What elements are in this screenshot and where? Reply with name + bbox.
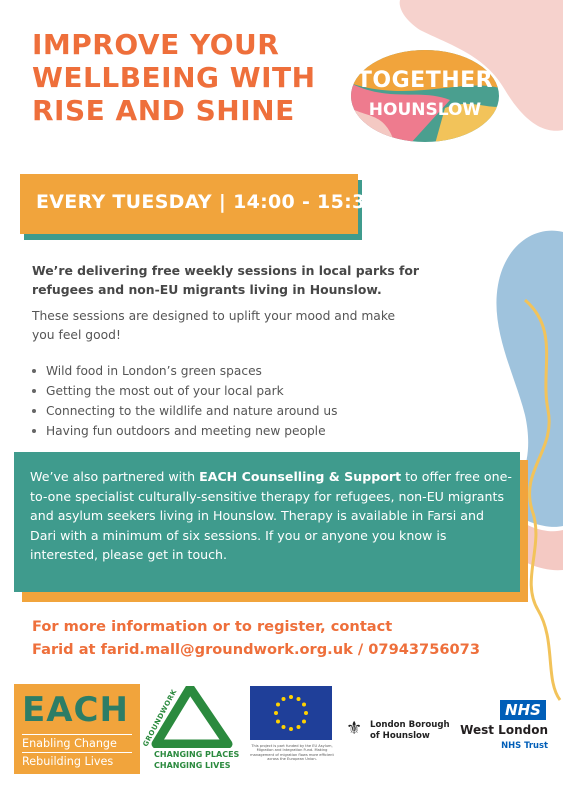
crest-icon: ⚜ — [346, 718, 363, 739]
list-item: Connecting to the wildlife and nature around us — [30, 401, 337, 421]
groundwork-wordmark: GROUNDWORK — [141, 687, 179, 749]
each-logo-rule — [22, 752, 132, 753]
intro-body: These sessions are designed to uplift your mood and make you feel good! — [32, 309, 396, 342]
each-logo-title: EACH — [22, 690, 129, 730]
each-logo-rule — [22, 734, 132, 735]
list-item: Wild food in London’s green spaces — [30, 361, 337, 381]
groundwork-tagline — [154, 761, 231, 770]
schedule-banner — [20, 174, 380, 238]
hounslow-name-line: of Hounslow — [370, 731, 430, 741]
headline — [32, 28, 332, 127]
nhs-trust-suffix: NHS Trust — [501, 740, 548, 750]
schedule-banner-box — [20, 174, 380, 234]
counselling-suffix: to offer free one-to-one specialist culturally-sensitive therapy for refugees, non-EU migrants and asylum seekers living in Hounslow. Therapy is available in Farsi and Dari with a minimum of six sessions. If you or anyone you know is interested, please get in touch. — [30, 469, 512, 563]
groundwork-tagline: CHANGING PLACES — [154, 750, 240, 759]
contact-details[interactable]: Farid at farid.mall@groundwork.org.uk / 07943756073 — [32, 641, 480, 658]
nhs-mark: NHS — [500, 700, 546, 720]
list-item: Having fun outdoors and meeting new people — [30, 421, 337, 441]
intro-lead: We’re delivering free weekly sessions in local parks for refugees and non-EU migrants living in Hounslow. — [32, 263, 420, 297]
activity-list — [30, 361, 337, 441]
badge-shape — [350, 48, 500, 144]
counselling-prefix: We’ve also partnered with — [30, 469, 200, 484]
eu-funding-note: This project is part funded by the EU Asylum, Migration and Integration Fund. Making management of migration flows more efficient across the European Union. — [250, 744, 334, 762]
each-logo — [14, 684, 140, 774]
headline-line: WELLBEING WITH — [32, 61, 316, 95]
headline-line: IMPROVE YOUR — [32, 28, 280, 61]
badge-subtitle: HOUNSLOW — [368, 100, 482, 120]
eu-stars-icon — [250, 686, 332, 740]
hounslow-logo — [346, 716, 456, 746]
together-hounslow-badge — [350, 48, 500, 144]
badge-title: TOGETHER — [356, 68, 494, 93]
eu-flag-icon — [250, 686, 332, 740]
schedule-text: EVERY TUESDAY | 14:00 - 15:30 — [36, 191, 380, 213]
list-item: Getting the most out of your local park — [30, 381, 337, 401]
groundwork-tagline-part: CHANGING — [154, 761, 206, 770]
nhs-logo — [460, 700, 556, 764]
counselling-text — [30, 467, 512, 565]
counselling-panel-box — [14, 452, 520, 592]
each-logo-tagline: Enabling Change — [22, 737, 117, 750]
headline-line: RISE AND SHINE — [32, 94, 295, 128]
nhs-trust-name: West London — [460, 723, 548, 737]
hounslow-name-line: London Borough — [370, 720, 450, 730]
groundwork-logo — [141, 686, 240, 774]
counselling-org: EACH Counselling & Support — [199, 469, 402, 484]
groundwork-tagline-part: LIVES — [205, 761, 231, 770]
eu-logo — [250, 686, 334, 776]
contact-intro: For more information or to register, contact — [32, 618, 393, 635]
each-logo-tagline: Rebuilding Lives — [22, 755, 114, 768]
counselling-panel — [14, 452, 528, 602]
